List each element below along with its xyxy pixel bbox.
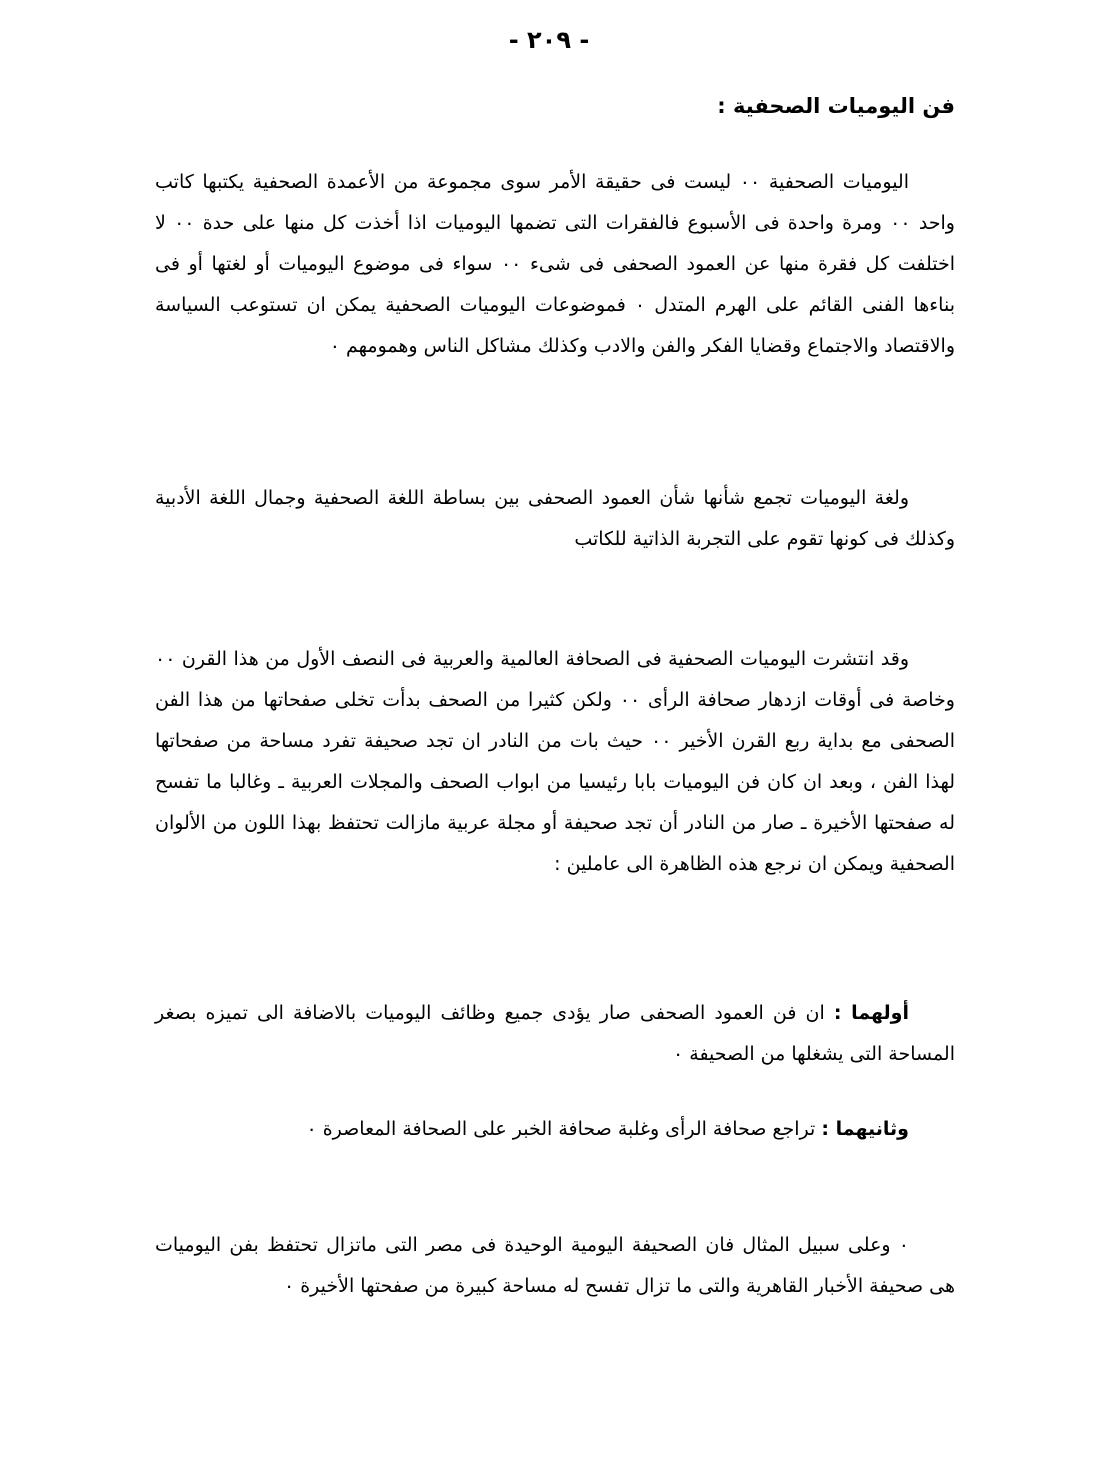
paragraph bbox=[155, 478, 955, 560]
paragraph-text: تراجع صحافة الرأى وغلبة صحافة الخبر على الصحافة المعاصرة ٠ bbox=[306, 1118, 816, 1140]
paragraph bbox=[155, 1109, 955, 1150]
paragraph-lead: وثانيهما : bbox=[821, 1118, 909, 1140]
paragraph-text: وقد انتشرت اليوميات الصحفية فى الصحافة العالمية والعربية فى النصف الأول من هذا القرن ٠٠ وخاصة فى أوقات ازدهار صحافة الرأى ٠٠ ولكن كثيرا من الصحف بدأت تخلى صفحاتها من هذا الفن الصحفى مع بداية ربع القرن الأخير ٠٠ حيث بات من النادر ان تجد صحيفة تفرد مساحة من صفحاتها لهذا الفن ، وبعد ان كان فن اليوميات بابا رئيسيا من ابواب الصحف والمجلات العربية ـ وغالبا ما تفسح له صفحتها الأخيرة ـ صار من النادر أن تجد صحيفة أو مجلة عربية مازالت تحتفظ بهذا اللون من الألوان الصحفية ويمكن ان نرجع هذه الظاهرة الى عاملين : bbox=[155, 648, 955, 875]
paragraph-text: ان فن العمود الصحفى صار يؤدى جميع وظائف اليوميات بالاضافة الى تميزه بصغر المساحة التى يشغلها من الصحيفة ٠ bbox=[155, 1002, 955, 1065]
paragraph bbox=[155, 993, 955, 1075]
paragraph bbox=[155, 639, 955, 885]
page-number: - ٢٠٩ - bbox=[508, 26, 590, 54]
paragraph-lead: أولهما : bbox=[833, 1002, 909, 1024]
paragraph bbox=[155, 1225, 955, 1307]
paragraph bbox=[155, 162, 955, 367]
paragraph-text: ٠ وعلى سبيل المثال فان الصحيفة اليومية الوحيدة فى مصر التى ماتزال تحتفظ بفن اليوميات هى صحيفة الأخبار القاهرية والتى ما تزال تفسح له مساحة كبيرة من صفحتها الأخيرة ٠ bbox=[155, 1234, 955, 1297]
paragraph-text: ولغة اليوميات تجمع شأنها شأن العمود الصحفى بين بساطة اللغة الصحفية وجمال اللغة الأدبية وكذلك فى كونها تقوم على التجربة الذاتية للكاتب bbox=[155, 487, 955, 550]
paragraph-text: اليوميات الصحفية ٠٠ ليست فى حقيقة الأمر سوى مجموعة من الأعمدة الصحفية يكتبها كاتب واحد ٠٠ ومرة واحدة فى الأسبوع فالفقرات التى تضمها اليوميات اذا أخذت كل منها على حدة ٠٠ لا اختلفت كل فقرة منها عن العمود الصحفى فى شىء ٠٠ سواء فى موضوع اليوميات أو لغتها أو فى بناءها الفنى القائم على الهرم المتدل ٠ فموضوعات اليوميات الصحفية يمكن ان تستوعب السياسة والاقتصاد والاجتماع وقضايا الفكر والفن والادب وكذلك مشاكل الناس وهمومهم ٠ bbox=[155, 171, 956, 357]
section-heading: فن اليوميات الصحفية : bbox=[717, 94, 955, 118]
